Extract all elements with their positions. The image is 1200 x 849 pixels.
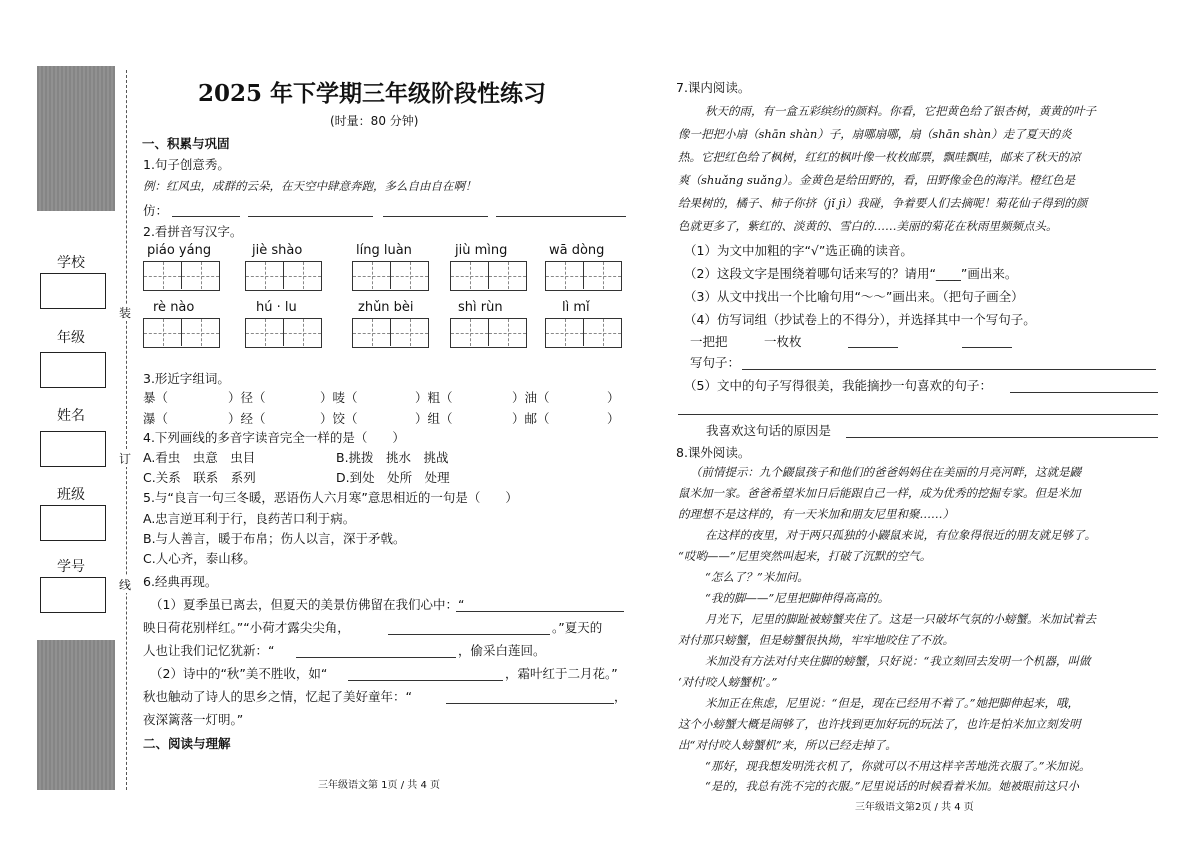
favorite-sentence-blank-1[interactable] <box>1010 391 1158 393</box>
pinyin-4: jiù mìng <box>455 243 508 258</box>
q6-p1-text-4: 人也让我们记忆犹新：“ <box>143 643 275 658</box>
q3-r2-5: ）邮（ <box>512 411 550 426</box>
q8-line-13: 这个小螃蟹大概是闹够了，也许找到更加好玩的玩法了，也许是怕米加立刻发明 <box>678 717 1081 731</box>
q6-p2-text-4: ， <box>614 689 627 704</box>
q6-p2-text-1: （2）诗中的“秋”美不胜收，如“ <box>150 666 328 681</box>
q8-line-8: 月光下，尼里的脚趾被螃蟹夹住了。这是一只破坏气氛的小螃蟹。米加试着去 <box>705 612 1096 626</box>
q6-p1-text-2: 映日荷花别样红。”“小荷才露尖尖角， <box>143 620 350 635</box>
question-1-imitate-label: 仿： <box>143 203 169 218</box>
imitate-blank-1[interactable] <box>172 215 240 217</box>
q7-passage-line-2: 像一把把小扇（shān shàn）子，扇哪扇哪，扇（shān shàn）走了夏天的炎 <box>678 127 1072 141</box>
q6-blank-1[interactable] <box>456 610 624 612</box>
question-7: 7.课内阅读。 <box>676 80 751 95</box>
q3-r1-5: ）油（ <box>512 390 550 405</box>
question-6: 6.经典再现。 <box>143 574 218 589</box>
q3-r2-3: ）饺（ <box>320 411 358 426</box>
question-4: 4.下列画线的多音字读音完全一样的是（ ） <box>143 430 405 445</box>
q7-item-3: （3）从文中找出一个比喻句用“～～”画出来。（把句子画全） <box>684 289 1024 304</box>
q8-line-1: （前情提示：九个鼹鼠孩子和他们的爸爸妈妈住在美丽的月亮河畔，这就是鼹 <box>690 465 1081 479</box>
writing-grid[interactable] <box>352 318 429 348</box>
name-field[interactable] <box>40 431 106 467</box>
imitate-blank-4[interactable] <box>496 215 626 217</box>
q8-line-10: 米加没有方法对付夹住脚的螃蟹，只好说：“我立刻回去发明一个机器，叫做 <box>705 654 1091 668</box>
q3-r2-6: ） <box>607 411 620 426</box>
q8-line-3: 的理想不是这样的，有一天米加和朋友尼里和聚……） <box>678 507 954 521</box>
writing-grid[interactable] <box>245 261 322 291</box>
binding-line <box>126 70 127 790</box>
q5-option-b[interactable]: B.与人善言，暖于布帛；伤人以言，深于矛戟。 <box>143 531 406 546</box>
label-class: 班级 <box>57 487 85 503</box>
q7-passage-line-5: 给果树的，橘子、柿子你挤（jǐ jì）我碰，争着要人们去摘呢！菊花仙子得到的颜 <box>678 196 1088 210</box>
pinyin-6: rè nào <box>153 300 195 315</box>
writing-grid[interactable] <box>450 318 527 348</box>
phrase-blank-2[interactable] <box>962 346 1012 348</box>
q3-r2-2: ）经（ <box>228 411 266 426</box>
q7-phrase-1: 一把把 <box>690 334 728 349</box>
q3-r1-4: ）粗（ <box>415 390 453 405</box>
q8-line-15: “那好，现我想发明洗衣机了，你就可以不用这样辛苦地洗衣服了。”米加说。 <box>705 759 1091 773</box>
phrase-blank-1[interactable] <box>848 346 898 348</box>
q4-option-b[interactable]: B.挑拨 挑水 挑战 <box>336 450 449 465</box>
question-3: 3.形近字组词。 <box>143 371 230 386</box>
exam-title: 2025 年下学期三年级阶段性练习 <box>198 80 547 107</box>
question-1: 1.句子创意秀。 <box>143 157 230 172</box>
q7-write-label: 写句子： <box>690 355 741 370</box>
q7-item-4: （4）仿写词组（抄试卷上的不得分），并选择其中一个写句子。 <box>684 312 1036 327</box>
q8-line-7: “我的脚——”尼里把脚伸得高高的。 <box>705 591 890 605</box>
q8-line-2: 鼠米加一家。爸爸希望米加日后能跟自己一样，成为优秀的挖掘专家。但是米加 <box>678 486 1081 500</box>
q7-passage-line-1: 秋天的雨，有一盒五彩缤纷的颜料。你看，它把黄色给了银杏树，黄黄的叶子 <box>705 104 1096 118</box>
q7-item-5: （5）文中的句子写得很美，我能摘抄一句喜欢的句子： <box>684 378 992 393</box>
question-1-example: 例：红风虫，成群的云朵，在天空中肆意奔跑，多么自由自在啊！ <box>143 179 477 193</box>
writing-grid[interactable] <box>352 261 429 291</box>
imitate-blank-2[interactable] <box>248 215 373 217</box>
label-student-id: 学号 <box>57 559 85 575</box>
writing-grid[interactable] <box>450 261 527 291</box>
binding-mark-xian: 线 <box>119 578 132 592</box>
q6-p1-text-1: （1）夏季虽已离去，但夏天的美景仿佛留在我们心中：“ <box>150 597 465 612</box>
q4-option-a[interactable]: A.看虫 虫意 虫目 <box>143 450 256 465</box>
q3-r1-2: ）径（ <box>228 390 266 405</box>
q7-item-2: （2）这段文字是围绕着哪句话来写的？请用“____”画出来。 <box>684 266 1018 281</box>
q3-r1-3: ）唛（ <box>320 390 358 405</box>
q8-line-14: 出“对付咬人螃蟹机”来，所以已经走掉了。 <box>678 738 897 752</box>
favorite-sentence-blank-2[interactable] <box>678 413 1158 415</box>
grade-field[interactable] <box>40 352 106 388</box>
pinyin-9: shì rùn <box>458 300 503 315</box>
q7-passage-line-6: 色就更多了，紫红的、淡黄的、雪白的……美丽的菊花在秋雨里频频点头。 <box>678 219 1058 233</box>
q3-r2-1: 瀑（ <box>143 411 169 426</box>
writing-grid[interactable] <box>143 318 220 348</box>
pinyin-3: líng luàn <box>356 243 412 258</box>
pinyin-10: lì mǐ <box>562 300 590 315</box>
q4-option-c[interactable]: C.关系 联系 系列 <box>143 470 256 485</box>
label-name: 姓名 <box>57 408 85 424</box>
imitate-blank-3[interactable] <box>383 215 488 217</box>
pinyin-1: piáo yáng <box>147 243 212 258</box>
label-grade: 年级 <box>57 330 85 346</box>
q6-blank-4[interactable] <box>348 679 503 681</box>
pinyin-8: zhǔn bèi <box>358 300 414 315</box>
q8-line-5: “哎哟——”尼里突然叫起来，打破了沉默的空气。 <box>678 549 932 563</box>
q6-blank-5[interactable] <box>446 702 614 704</box>
reason-blank[interactable] <box>846 436 1158 438</box>
writing-grid[interactable] <box>143 261 220 291</box>
school-field[interactable] <box>40 273 106 309</box>
question-2: 2.看拼音写汉字。 <box>143 224 243 239</box>
writing-grid[interactable] <box>545 261 622 291</box>
q6-p2-text-3: 秋也触动了诗人的思乡之情，忆起了美好童年：“ <box>143 689 412 704</box>
pinyin-5: wā dòng <box>549 243 605 258</box>
q6-blank-3[interactable] <box>296 656 456 658</box>
q6-p1-text-3: 。”夏天的 <box>552 620 603 635</box>
footer-page-2: 三年级语文第2页 / 共 4 页 <box>855 802 974 813</box>
question-5: 5.与“良言一句三冬暖，恶语伤人六月寒”意思相近的一句是（ ） <box>143 490 518 505</box>
scan-shadow-bottom <box>37 640 115 790</box>
class-field[interactable] <box>40 505 106 541</box>
writing-grid[interactable] <box>245 318 322 348</box>
q6-p2-text-5: 夜深篱落一灯明。” <box>143 712 244 727</box>
label-school: 学校 <box>57 255 85 271</box>
pinyin-7: hú · lu <box>256 300 297 315</box>
question-8: 8.课外阅读。 <box>676 445 751 460</box>
writing-grid[interactable] <box>545 318 622 348</box>
scan-shadow-top <box>37 66 115 211</box>
q3-r2-4: ）组（ <box>415 411 453 426</box>
q7-reason-label: 我喜欢这句话的原因是 <box>706 423 832 438</box>
write-sentence-blank[interactable] <box>742 368 1156 370</box>
q8-line-4: 在这样的夜里，对于两只孤独的小鼹鼠来说，有位象得很近的朋友就足够了。 <box>705 528 1096 542</box>
q5-option-c[interactable]: C.人心齐，泰山移。 <box>143 551 256 566</box>
q8-line-11: ‘对付咬人螃蟹机’。” <box>678 675 778 689</box>
student-id-field[interactable] <box>40 577 106 613</box>
binding-mark-zhuang: 装 <box>119 306 132 320</box>
footer-page-1: 三年级语文第 1页 / 共 4 页 <box>318 780 440 791</box>
pinyin-2: jiè shào <box>252 243 303 258</box>
q8-line-12: 米加正在焦虑，尼里说：“但是，现在已经用不着了。”她把脚伸起来，哦， <box>705 696 1080 710</box>
q6-p1-text-5: ，偷采白莲回。 <box>458 643 546 658</box>
section-2-heading: 二、阅读与理解 <box>143 736 231 751</box>
exam-duration: (时量：80 分钟) <box>330 114 419 128</box>
q3-r1-1: 暴（ <box>143 390 169 405</box>
q7-phrase-2: 一枚枚 <box>764 334 802 349</box>
q6-p2-text-2: ，霜叶红于二月花。” <box>505 666 618 681</box>
q8-line-6: “怎么了？”米加问。 <box>705 570 809 584</box>
q7-item-1: （1）为文中加粗的字“√”选正确的读音。 <box>684 243 913 258</box>
q3-r1-6: ） <box>607 390 620 405</box>
section-1-heading: 一、积累与巩固 <box>142 136 230 151</box>
q4-option-d[interactable]: D.到处 处所 处理 <box>336 470 450 485</box>
q6-blank-2[interactable] <box>388 633 550 635</box>
binding-mark-ding: 订 <box>119 452 132 466</box>
q5-option-a[interactable]: A.忠言逆耳利于行，良药苦口利于病。 <box>143 511 356 526</box>
q7-passage-line-4: 爽（shuǎng suǎng）。金黄色是给田野的，看，田野像金色的海洋。橙红色是 <box>678 173 1076 187</box>
q8-line-16: “是的，我总有洗不完的衣服。”尼里说话的时候看着米加。她被眼前这只小 <box>705 779 1080 793</box>
q7-passage-line-3: 热。它把红色给了枫树，红红的枫叶像一枚枚邮票，飘哇飘哇，邮来了秋天的凉 <box>678 150 1081 164</box>
q8-line-9: 对付那只螃蟹，但是螃蟹很执拗，牢牢地咬住了不放。 <box>678 633 954 647</box>
